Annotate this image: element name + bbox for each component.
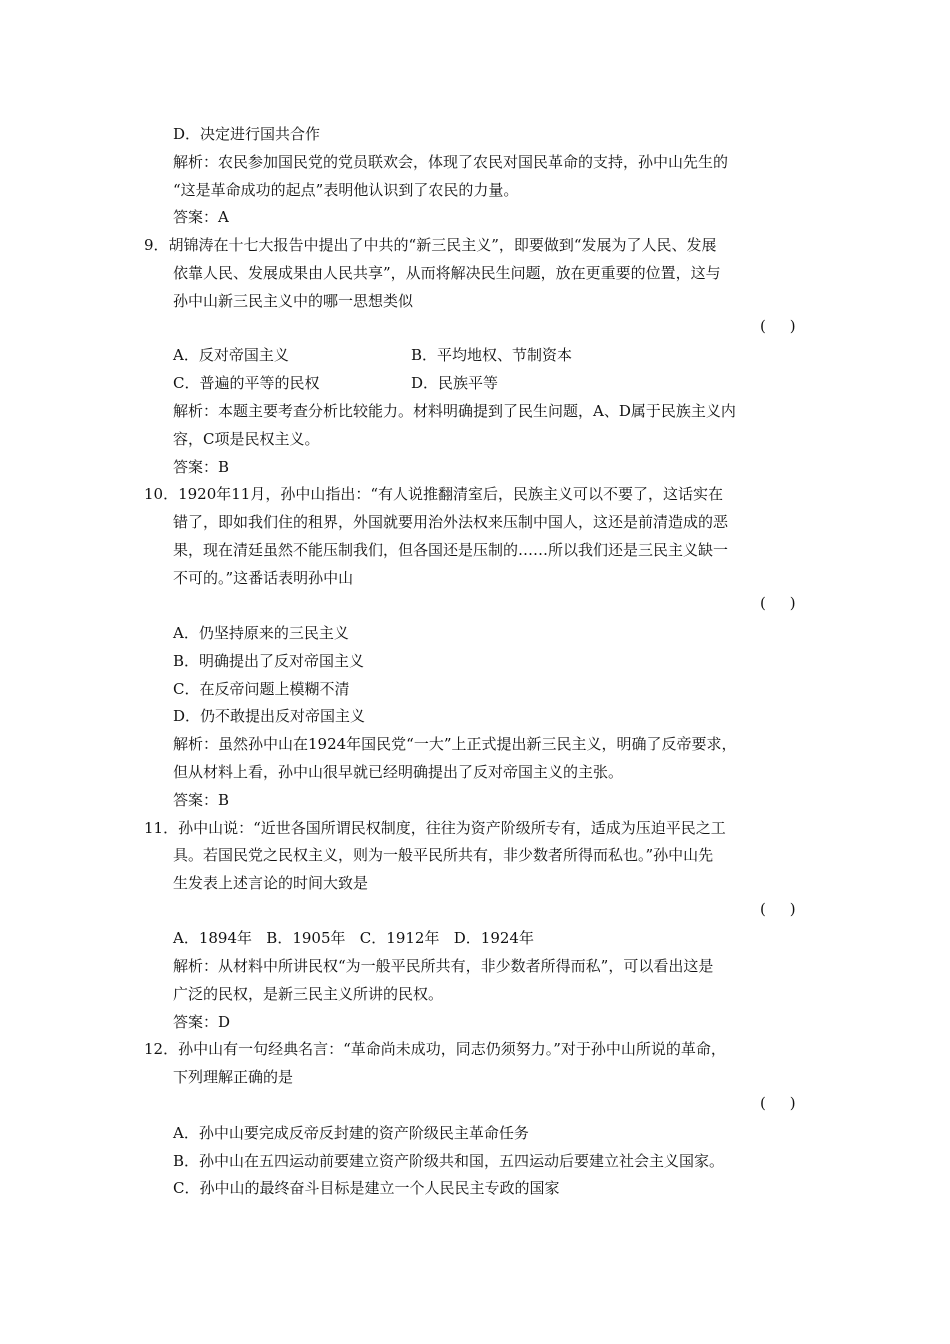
q9-stem-line-3: 孙中山新三民主义中的哪一思想类似 <box>173 292 414 310</box>
q10-answer: 答案：B <box>173 791 230 809</box>
q10-option-b: B．明确提出了反对帝国主义 <box>173 652 365 670</box>
q12-stem-line-2: 下列理解正确的是 <box>173 1068 294 1086</box>
q11-stem-line-2: 具。若国民党之民权主义，则为一般平民所共有，非少数者所得而私也。”孙中山先 <box>173 846 714 864</box>
q12-option-c: C．孙中山的最终奋斗目标是建立一个人民民主专政的国家 <box>173 1179 560 1197</box>
q9-option-c: C．普遍的平等的民权 <box>173 374 320 392</box>
q11-stem-line-1: 11．孙中山说：“近世各国所谓民权制度，往往为资产阶级所专有，适成为压迫平民之工 <box>144 819 726 837</box>
q12-option-a: A．孙中山要完成反帝反封建的资产阶级民主革命任务 <box>173 1124 529 1142</box>
q8-answer: 答案：A <box>173 208 229 226</box>
q11-analysis-line-1: 解析：从材料中所讲民权“为一般平民所共有，非少数者所得而私”，可以看出这是 <box>173 957 714 975</box>
q9-option-d: D．民族平等 <box>411 374 499 392</box>
q10-analysis-line-2: 但从材料上看，孙中山很早就已经明确提出了反对帝国主义的主张。 <box>173 763 624 781</box>
q10-stem-line-2: 错了，即如我们住的租界，外国就要用治外法权来压制中国人，这还是前清造成的恶 <box>173 513 729 531</box>
q11-analysis-line-2: 广泛的民权，是新三民主义所讲的民权。 <box>173 985 444 1003</box>
q8-option-d: D．决定进行国共合作 <box>173 125 321 143</box>
q9-analysis-line-2: 容，C项是民权主义。 <box>173 430 320 448</box>
q11-answer-blank: ( ) <box>760 900 796 918</box>
q9-analysis-line-1: 解析：本题主要考查分析比较能力。材料明确提到了民生问题，A、D属于民族主义内 <box>173 402 736 420</box>
q11-options: A．1894年 B．1905年 C．1912年 D．1924年 <box>173 929 534 947</box>
q12-stem-line-1: 12．孙中山有一句经典名言：“革命尚未成功，同志仍须努力。”对于孙中山所说的革命， <box>144 1040 726 1058</box>
q10-stem-line-1: 10．1920年11月，孙中山指出：“有人说推翻清室后，民族主义可以不要了，这话实在 <box>144 485 724 503</box>
q10-option-c: C．在反帝问题上模糊不清 <box>173 680 350 698</box>
q12-answer-blank: ( ) <box>760 1094 796 1112</box>
q8-analysis-line-1: 解析：农民参加国民党的党员联欢会，体现了农民对国民革命的支持，孙中山先生的 <box>173 153 729 171</box>
q9-stem-line-2: 依靠人民、发展成果由人民共享”，从而将解决民生问题，放在更重要的位置，这与 <box>173 264 721 282</box>
q10-option-a: A．仍坚持原来的三民主义 <box>173 624 349 642</box>
q10-stem-line-4: 不可的。”这番话表明孙中山 <box>173 569 354 587</box>
q11-answer: 答案：D <box>173 1013 231 1031</box>
q8-analysis-line-2: “这是革命成功的起点”表明他认识到了农民的力量。 <box>173 181 519 199</box>
q9-answer: 答案：B <box>173 458 230 476</box>
q11-stem-line-3: 生发表上述言论的时间大致是 <box>173 874 369 892</box>
q9-option-a: A．反对帝国主义 <box>173 346 289 364</box>
q10-stem-line-3: 果，现在清廷虽然不能压制我们，但各国还是压制的……所以我们还是三民主义缺一 <box>173 541 729 559</box>
q10-analysis-line-1: 解析：虽然孙中山在1924年国民党“一大”上正式提出新三民主义，明确了反帝要求， <box>173 735 737 753</box>
q9-stem-line-1: 9．胡锦涛在十七大报告中提出了中共的“新三民主义”，即要做到“发展为了人民、发展 <box>144 236 717 254</box>
q10-option-d: D．仍不敢提出反对帝国主义 <box>173 707 366 725</box>
q9-option-b: B．平均地权、节制资本 <box>411 346 573 364</box>
q9-answer-blank: ( ) <box>760 317 796 335</box>
q10-answer-blank: ( ) <box>760 594 796 612</box>
q12-option-b: B．孙中山在五四运动前要建立资产阶级共和国，五四运动后要建立社会主义国家。 <box>173 1152 725 1170</box>
